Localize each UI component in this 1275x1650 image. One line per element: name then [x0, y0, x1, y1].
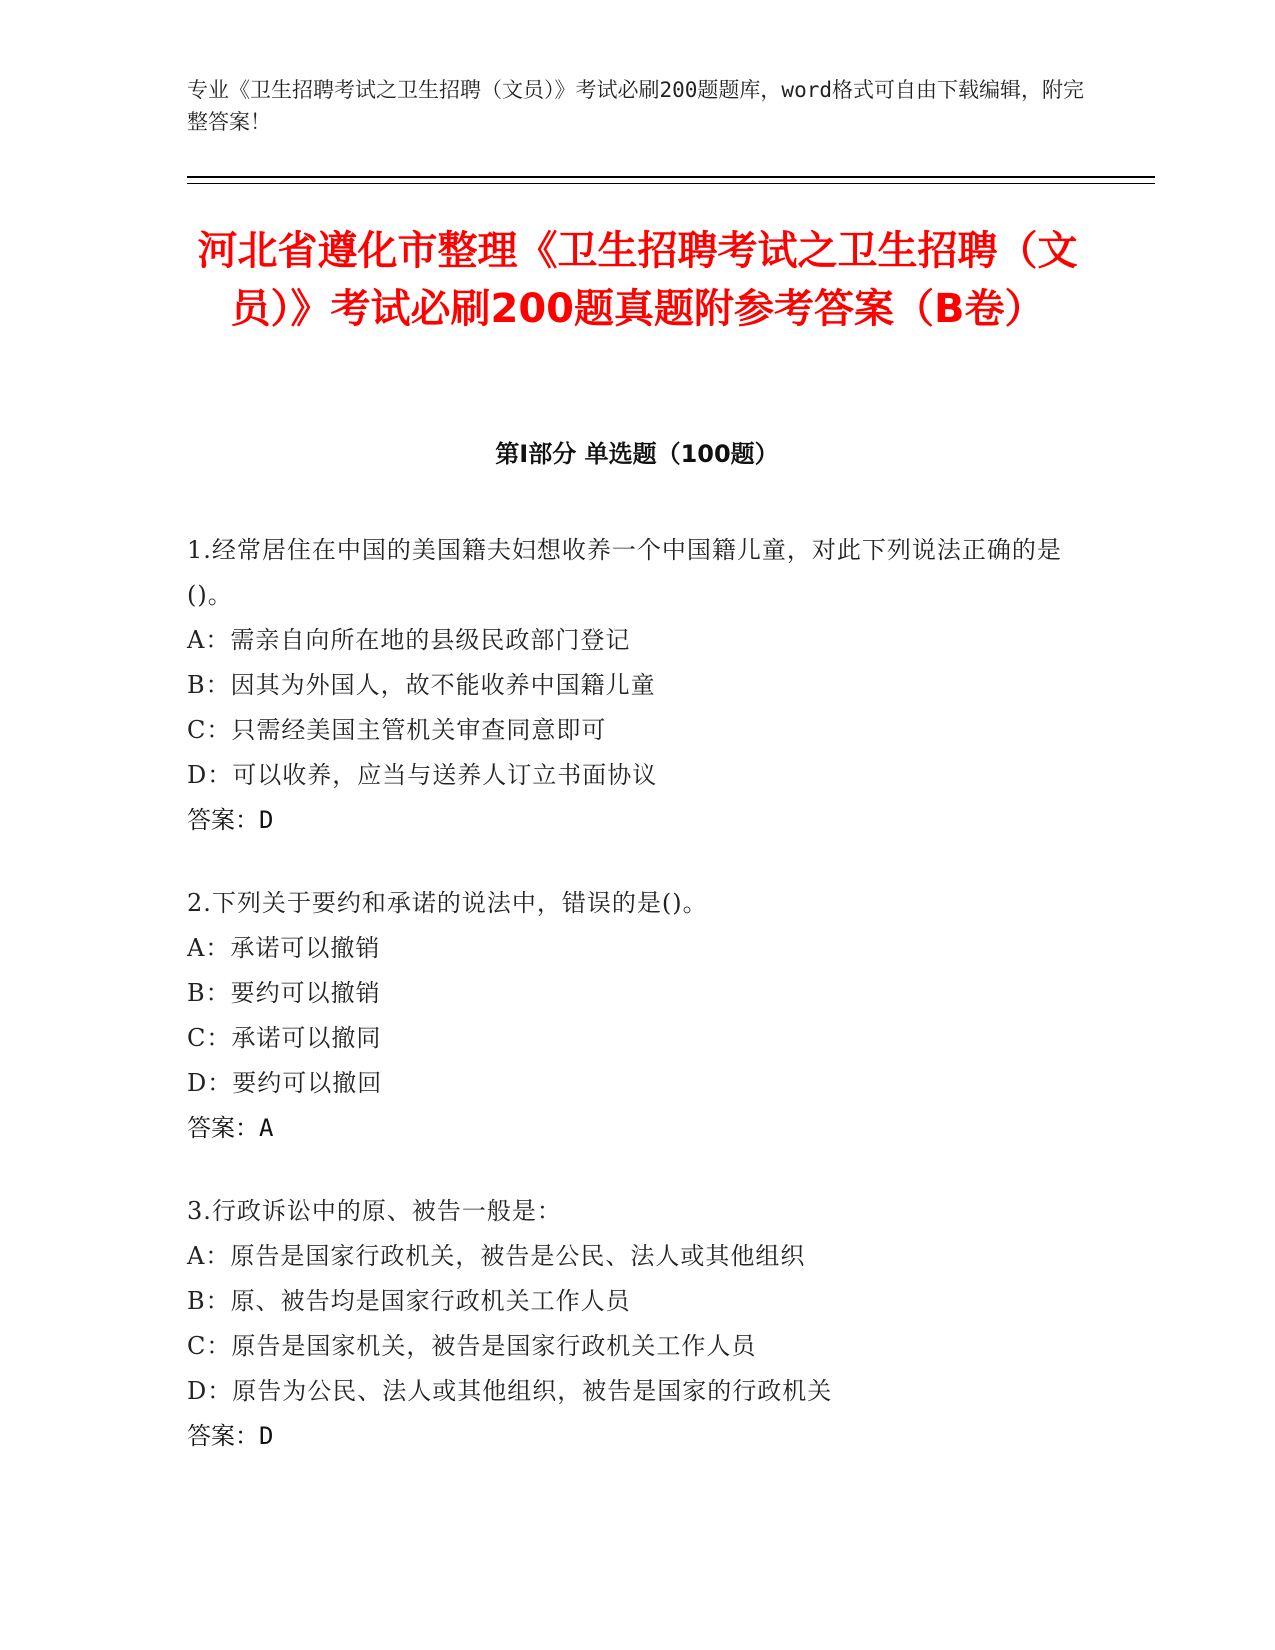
option-b: B：要约可以撤销: [187, 979, 381, 1007]
question-stem: 2.下列关于要约和承诺的说法中，错误的是()。: [187, 889, 708, 917]
option-a: A：原告是国家行政机关，被告是公民、法人或其他组织: [187, 1242, 806, 1270]
question-list: [187, 528, 1067, 1497]
answer-value: D: [259, 1422, 274, 1450]
answer-line: [187, 1414, 1067, 1459]
question-item: [187, 881, 1067, 1151]
answer-value: A: [259, 1114, 274, 1142]
answer-label: 答案：: [187, 1114, 259, 1142]
option-d: D：原告为公民、法人或其他组织，被告是国家的行政机关: [187, 1377, 833, 1405]
answer-label: 答案：: [187, 1422, 259, 1450]
answer-value: D: [259, 806, 274, 834]
option-c: C：只需经美国主管机关审查同意即可: [187, 716, 607, 744]
option-a: A：需亲自向所在地的县级民政部门登记: [187, 626, 631, 654]
answer-label: 答案：: [187, 806, 259, 834]
question-stem: 1.经常居住在中国的美国籍夫妇想收养一个中国籍儿童，对此下列说法正确的是()。: [187, 536, 1062, 609]
answer-line: [187, 1106, 1067, 1151]
option-b: B：因其为外国人，故不能收养中国籍儿童: [187, 671, 656, 699]
answer-line: [187, 798, 1067, 843]
option-c: C：原告是国家机关，被告是国家行政机关工作人员: [187, 1332, 757, 1360]
option-a: A：承诺可以撤销: [187, 934, 381, 962]
option-d: D：可以收养，应当与送养人订立书面协议: [187, 761, 658, 789]
document-title: 河北省遵化市整理《卫生招聘考试之卫生招聘（文员）》考试必刷200题真题附参考答案（B卷）: [197, 228, 1078, 332]
section-title: 第I部分 单选题（100题）: [495, 440, 779, 468]
header-divider-thick: [187, 176, 1155, 178]
header-note: 专业《卫生招聘考试之卫生招聘（文员）》考试必刷200题题库，word格式可自由下载编辑，附完整答案！: [187, 78, 1084, 134]
question-stem: 3.行政诉讼中的原、被告一般是：: [187, 1197, 562, 1225]
option-c: C：承诺可以撤同: [187, 1024, 382, 1052]
option-b: B：原、被告均是国家行政机关工作人员: [187, 1287, 631, 1315]
header-divider-thin: [187, 183, 1155, 184]
question-item: [187, 1189, 1067, 1459]
question-item: [187, 528, 1067, 843]
option-d: D：要约可以撤回: [187, 1069, 383, 1097]
